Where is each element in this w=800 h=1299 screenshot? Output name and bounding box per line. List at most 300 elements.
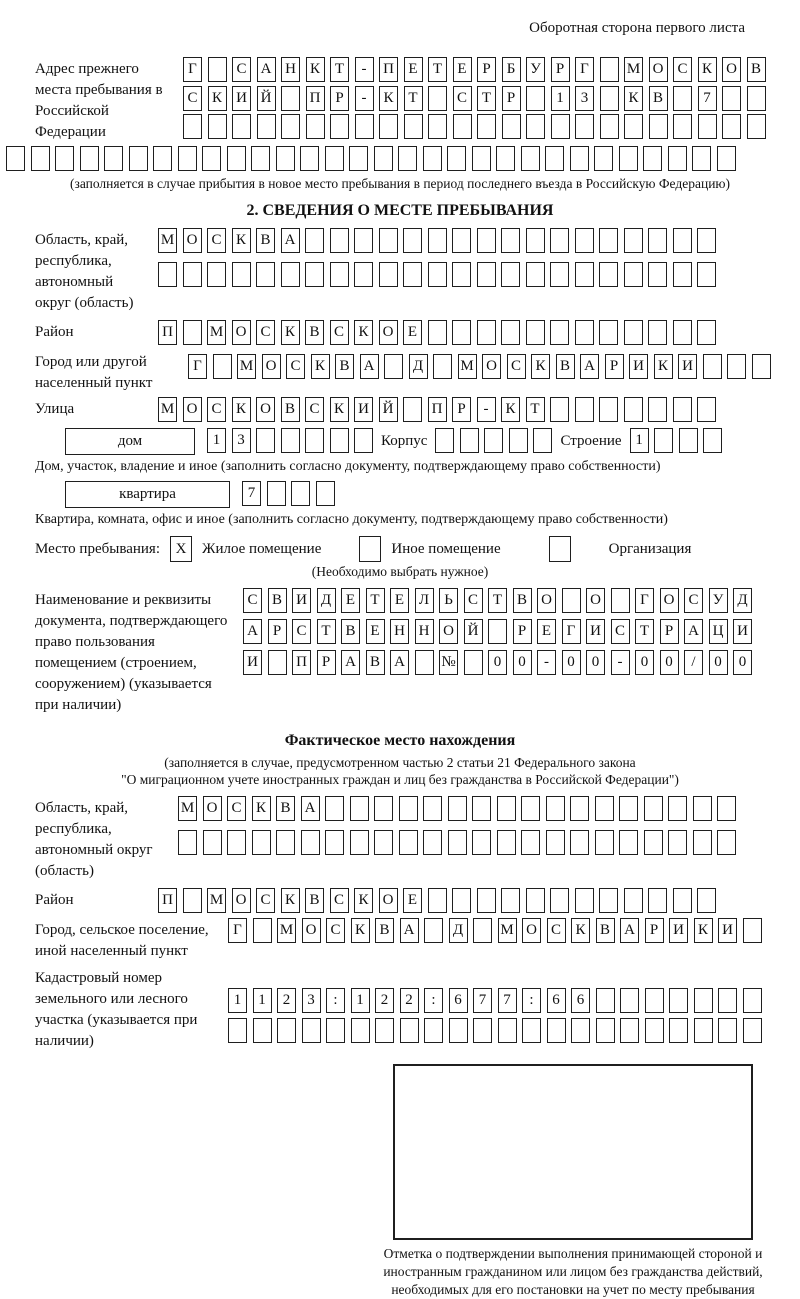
- char-cell[interactable]: Р: [513, 619, 532, 644]
- char-cell[interactable]: [452, 262, 471, 287]
- char-cell[interactable]: П: [379, 57, 398, 82]
- char-cell[interactable]: [668, 796, 687, 821]
- char-cell[interactable]: [611, 588, 630, 613]
- char-cell[interactable]: С: [305, 397, 324, 422]
- char-cell[interactable]: [703, 354, 722, 379]
- char-cell[interactable]: Ц: [709, 619, 728, 644]
- char-cell[interactable]: 7: [698, 86, 717, 111]
- char-cell[interactable]: Р: [268, 619, 287, 644]
- char-cell[interactable]: [600, 86, 619, 111]
- char-cell[interactable]: А: [243, 619, 262, 644]
- char-cell[interactable]: [428, 320, 447, 345]
- char-cell[interactable]: :: [424, 988, 443, 1013]
- char-cell[interactable]: [473, 918, 492, 943]
- char-cell[interactable]: М: [277, 918, 296, 943]
- char-cell[interactable]: [693, 830, 712, 855]
- char-cell[interactable]: [570, 146, 589, 171]
- char-cell[interactable]: 7: [242, 481, 261, 506]
- char-cell[interactable]: [501, 228, 520, 253]
- char-cell[interactable]: Е: [341, 588, 360, 613]
- char-cell[interactable]: [374, 830, 393, 855]
- char-cell[interactable]: [183, 114, 202, 139]
- char-cell[interactable]: [526, 262, 545, 287]
- char-cell[interactable]: Т: [477, 86, 496, 111]
- char-cell[interactable]: К: [281, 888, 300, 913]
- char-cell[interactable]: [669, 1018, 688, 1043]
- char-cell[interactable]: [526, 888, 545, 913]
- char-cell[interactable]: С: [256, 888, 275, 913]
- char-cell[interactable]: С: [207, 228, 226, 253]
- char-cell[interactable]: [654, 428, 673, 453]
- char-cell[interactable]: М: [624, 57, 643, 82]
- char-cell[interactable]: К: [571, 918, 590, 943]
- char-cell[interactable]: [595, 796, 614, 821]
- char-cell[interactable]: [253, 1018, 272, 1043]
- char-cell[interactable]: 0: [733, 650, 752, 675]
- char-cell[interactable]: [104, 146, 123, 171]
- char-cell[interactable]: [619, 830, 638, 855]
- char-cell[interactable]: Е: [537, 619, 556, 644]
- char-cell[interactable]: [488, 619, 507, 644]
- char-cell[interactable]: [277, 1018, 296, 1043]
- char-cell[interactable]: 1: [351, 988, 370, 1013]
- char-cell[interactable]: [228, 1018, 247, 1043]
- char-cell[interactable]: И: [669, 918, 688, 943]
- char-cell[interactable]: П: [158, 320, 177, 345]
- char-cell[interactable]: [256, 262, 275, 287]
- char-cell[interactable]: Е: [403, 320, 422, 345]
- char-cell[interactable]: Р: [452, 397, 471, 422]
- char-cell[interactable]: О: [660, 588, 679, 613]
- char-cell[interactable]: [129, 146, 148, 171]
- char-cell[interactable]: [717, 830, 736, 855]
- char-cell[interactable]: [619, 796, 638, 821]
- char-cell[interactable]: [31, 146, 50, 171]
- char-cell[interactable]: [400, 1018, 419, 1043]
- char-cell[interactable]: С: [507, 354, 526, 379]
- char-cell[interactable]: [281, 428, 300, 453]
- char-cell[interactable]: Й: [257, 86, 276, 111]
- char-cell[interactable]: [550, 320, 569, 345]
- char-cell[interactable]: Р: [660, 619, 679, 644]
- char-cell[interactable]: С: [611, 619, 630, 644]
- char-cell[interactable]: С: [243, 588, 262, 613]
- char-cell[interactable]: [453, 114, 472, 139]
- char-cell[interactable]: [208, 57, 227, 82]
- char-cell[interactable]: [477, 228, 496, 253]
- char-cell[interactable]: [276, 830, 295, 855]
- char-cell[interactable]: Г: [188, 354, 207, 379]
- char-cell[interactable]: 3: [575, 86, 594, 111]
- char-cell[interactable]: С: [207, 397, 226, 422]
- char-cell[interactable]: П: [158, 888, 177, 913]
- char-cell[interactable]: [599, 320, 618, 345]
- char-cell[interactable]: М: [178, 796, 197, 821]
- char-cell[interactable]: [183, 320, 202, 345]
- char-cell[interactable]: О: [232, 320, 251, 345]
- char-cell[interactable]: [550, 397, 569, 422]
- char-cell[interactable]: К: [654, 354, 673, 379]
- char-cell[interactable]: Р: [502, 86, 521, 111]
- char-cell[interactable]: [428, 888, 447, 913]
- char-cell[interactable]: А: [684, 619, 703, 644]
- char-cell[interactable]: 0: [660, 650, 679, 675]
- char-cell[interactable]: [153, 146, 172, 171]
- char-cell[interactable]: [497, 796, 516, 821]
- char-cell[interactable]: В: [268, 588, 287, 613]
- char-cell[interactable]: 0: [586, 650, 605, 675]
- char-cell[interactable]: [183, 262, 202, 287]
- char-cell[interactable]: 7: [498, 988, 517, 1013]
- char-cell[interactable]: [501, 262, 520, 287]
- char-cell[interactable]: [158, 262, 177, 287]
- char-cell[interactable]: А: [390, 650, 409, 675]
- char-cell[interactable]: [599, 262, 618, 287]
- char-cell[interactable]: [375, 1018, 394, 1043]
- char-cell[interactable]: М: [158, 397, 177, 422]
- char-cell[interactable]: [291, 481, 310, 506]
- char-cell[interactable]: [354, 262, 373, 287]
- char-cell[interactable]: [624, 262, 643, 287]
- char-cell[interactable]: [484, 428, 503, 453]
- char-cell[interactable]: [55, 146, 74, 171]
- char-cell[interactable]: [267, 481, 286, 506]
- char-cell[interactable]: [624, 114, 643, 139]
- char-cell[interactable]: А: [281, 228, 300, 253]
- char-cell[interactable]: К: [208, 86, 227, 111]
- char-cell[interactable]: В: [305, 320, 324, 345]
- char-cell[interactable]: [693, 796, 712, 821]
- char-cell[interactable]: [624, 888, 643, 913]
- char-cell[interactable]: В: [747, 57, 766, 82]
- char-cell[interactable]: М: [158, 228, 177, 253]
- char-cell[interactable]: [649, 114, 668, 139]
- char-cell[interactable]: Т: [428, 57, 447, 82]
- char-cell[interactable]: [562, 588, 581, 613]
- char-cell[interactable]: А: [360, 354, 379, 379]
- char-cell[interactable]: 3: [302, 988, 321, 1013]
- char-cell[interactable]: [252, 830, 271, 855]
- char-cell[interactable]: [449, 1018, 468, 1043]
- char-cell[interactable]: К: [354, 888, 373, 913]
- char-cell[interactable]: У: [526, 57, 545, 82]
- char-cell[interactable]: [428, 228, 447, 253]
- char-cell[interactable]: [668, 146, 687, 171]
- char-cell[interactable]: [594, 146, 613, 171]
- char-cell[interactable]: М: [207, 320, 226, 345]
- char-cell[interactable]: Е: [366, 619, 385, 644]
- char-cell[interactable]: [305, 262, 324, 287]
- char-cell[interactable]: [526, 86, 545, 111]
- char-cell[interactable]: -: [537, 650, 556, 675]
- char-cell[interactable]: [669, 988, 688, 1013]
- char-cell[interactable]: А: [341, 650, 360, 675]
- char-cell[interactable]: 6: [449, 988, 468, 1013]
- char-cell[interactable]: [703, 428, 722, 453]
- char-cell[interactable]: [305, 228, 324, 253]
- char-cell[interactable]: [718, 988, 737, 1013]
- char-cell[interactable]: [718, 1018, 737, 1043]
- char-cell[interactable]: [502, 114, 521, 139]
- char-cell[interactable]: Д: [449, 918, 468, 943]
- char-cell[interactable]: С: [286, 354, 305, 379]
- char-cell[interactable]: Е: [453, 57, 472, 82]
- char-cell[interactable]: [351, 1018, 370, 1043]
- char-cell[interactable]: [354, 428, 373, 453]
- char-cell[interactable]: [575, 397, 594, 422]
- char-cell[interactable]: [673, 320, 692, 345]
- char-cell[interactable]: [501, 320, 520, 345]
- char-cell[interactable]: [374, 796, 393, 821]
- char-cell[interactable]: [428, 262, 447, 287]
- char-cell[interactable]: А: [301, 796, 320, 821]
- char-cell[interactable]: [648, 397, 667, 422]
- char-cell[interactable]: [330, 228, 349, 253]
- char-cell[interactable]: [668, 830, 687, 855]
- char-cell[interactable]: 1: [253, 988, 272, 1013]
- char-cell[interactable]: [300, 146, 319, 171]
- char-cell[interactable]: [550, 888, 569, 913]
- char-cell[interactable]: [619, 146, 638, 171]
- char-cell[interactable]: [424, 918, 443, 943]
- char-cell[interactable]: [679, 428, 698, 453]
- char-cell[interactable]: [600, 57, 619, 82]
- char-cell[interactable]: В: [649, 86, 668, 111]
- char-cell[interactable]: [80, 146, 99, 171]
- char-cell[interactable]: [202, 146, 221, 171]
- char-cell[interactable]: [526, 114, 545, 139]
- char-cell[interactable]: С: [453, 86, 472, 111]
- char-cell[interactable]: -: [355, 57, 374, 82]
- char-cell[interactable]: К: [252, 796, 271, 821]
- char-cell[interactable]: [717, 146, 736, 171]
- char-cell[interactable]: [648, 262, 667, 287]
- char-cell[interactable]: 6: [571, 988, 590, 1013]
- char-cell[interactable]: [477, 114, 496, 139]
- char-cell[interactable]: [256, 428, 275, 453]
- char-cell[interactable]: [645, 988, 664, 1013]
- char-cell[interactable]: 1: [630, 428, 649, 453]
- char-cell[interactable]: К: [351, 918, 370, 943]
- char-cell[interactable]: [521, 830, 540, 855]
- char-cell[interactable]: Е: [404, 57, 423, 82]
- char-cell[interactable]: [697, 320, 716, 345]
- char-cell[interactable]: 1: [551, 86, 570, 111]
- char-cell[interactable]: С: [232, 57, 251, 82]
- char-cell[interactable]: [281, 114, 300, 139]
- char-cell[interactable]: 1: [207, 428, 226, 453]
- char-cell[interactable]: О: [256, 397, 275, 422]
- char-cell[interactable]: К: [311, 354, 330, 379]
- char-cell[interactable]: Ь: [439, 588, 458, 613]
- char-cell[interactable]: [643, 146, 662, 171]
- char-cell[interactable]: 3: [232, 428, 251, 453]
- char-cell[interactable]: К: [232, 397, 251, 422]
- char-cell[interactable]: К: [232, 228, 251, 253]
- char-cell[interactable]: [648, 228, 667, 253]
- char-cell[interactable]: [596, 1018, 615, 1043]
- char-cell[interactable]: Р: [645, 918, 664, 943]
- char-cell[interactable]: [276, 146, 295, 171]
- char-cell[interactable]: [648, 888, 667, 913]
- char-cell[interactable]: [521, 146, 540, 171]
- char-cell[interactable]: 0: [562, 650, 581, 675]
- char-cell[interactable]: Т: [404, 86, 423, 111]
- char-cell[interactable]: [232, 114, 251, 139]
- char-cell[interactable]: Т: [635, 619, 654, 644]
- char-cell[interactable]: Н: [415, 619, 434, 644]
- char-cell[interactable]: [399, 796, 418, 821]
- char-cell[interactable]: [268, 650, 287, 675]
- char-cell[interactable]: [403, 397, 422, 422]
- char-cell[interactable]: [743, 988, 762, 1013]
- char-cell[interactable]: Г: [575, 57, 594, 82]
- char-cell[interactable]: [727, 354, 746, 379]
- char-cell[interactable]: К: [698, 57, 717, 82]
- char-cell[interactable]: О: [183, 397, 202, 422]
- char-cell[interactable]: 0: [709, 650, 728, 675]
- char-cell[interactable]: В: [341, 619, 360, 644]
- char-cell[interactable]: [452, 228, 471, 253]
- char-cell[interactable]: [694, 1018, 713, 1043]
- char-cell[interactable]: Б: [502, 57, 521, 82]
- char-cell[interactable]: [722, 86, 741, 111]
- char-cell[interactable]: Т: [317, 619, 336, 644]
- char-cell[interactable]: А: [400, 918, 419, 943]
- char-cell[interactable]: К: [501, 397, 520, 422]
- char-cell[interactable]: К: [694, 918, 713, 943]
- char-cell[interactable]: [448, 830, 467, 855]
- char-cell[interactable]: [673, 114, 692, 139]
- char-cell[interactable]: [183, 888, 202, 913]
- char-cell[interactable]: Т: [526, 397, 545, 422]
- char-cell[interactable]: 2: [375, 988, 394, 1013]
- char-cell[interactable]: К: [306, 57, 325, 82]
- char-cell[interactable]: [349, 146, 368, 171]
- char-cell[interactable]: [694, 988, 713, 1013]
- char-cell[interactable]: [698, 114, 717, 139]
- char-cell[interactable]: [599, 397, 618, 422]
- char-cell[interactable]: [428, 114, 447, 139]
- char-cell[interactable]: В: [276, 796, 295, 821]
- char-cell[interactable]: [575, 320, 594, 345]
- char-cell[interactable]: О: [183, 228, 202, 253]
- char-cell[interactable]: 0: [488, 650, 507, 675]
- char-cell[interactable]: [526, 320, 545, 345]
- char-cell[interactable]: В: [513, 588, 532, 613]
- char-cell[interactable]: Т: [366, 588, 385, 613]
- char-cell[interactable]: [403, 228, 422, 253]
- char-cell[interactable]: [477, 320, 496, 345]
- char-cell[interactable]: [207, 262, 226, 287]
- char-cell[interactable]: [509, 428, 528, 453]
- char-cell[interactable]: Т: [330, 57, 349, 82]
- char-cell[interactable]: [596, 988, 615, 1013]
- char-cell[interactable]: [550, 262, 569, 287]
- char-cell[interactable]: №: [439, 650, 458, 675]
- char-cell[interactable]: 2: [400, 988, 419, 1013]
- checkbox-organization[interactable]: [549, 536, 571, 562]
- char-cell[interactable]: [424, 1018, 443, 1043]
- char-cell[interactable]: М: [498, 918, 517, 943]
- char-cell[interactable]: [550, 228, 569, 253]
- char-cell[interactable]: И: [629, 354, 648, 379]
- char-cell[interactable]: С: [464, 588, 483, 613]
- char-cell[interactable]: [452, 888, 471, 913]
- char-cell[interactable]: [743, 918, 762, 943]
- char-cell[interactable]: [673, 86, 692, 111]
- char-cell[interactable]: [673, 262, 692, 287]
- checkbox-residential[interactable]: X: [170, 536, 192, 562]
- char-cell[interactable]: С: [326, 918, 345, 943]
- char-cell[interactable]: [423, 146, 442, 171]
- char-cell[interactable]: [747, 86, 766, 111]
- char-cell[interactable]: [203, 830, 222, 855]
- char-cell[interactable]: :: [522, 988, 541, 1013]
- char-cell[interactable]: [498, 1018, 517, 1043]
- char-cell[interactable]: С: [256, 320, 275, 345]
- char-cell[interactable]: [398, 146, 417, 171]
- char-cell[interactable]: [521, 796, 540, 821]
- char-cell[interactable]: О: [482, 354, 501, 379]
- char-cell[interactable]: [644, 830, 663, 855]
- char-cell[interactable]: К: [531, 354, 550, 379]
- char-cell[interactable]: [350, 830, 369, 855]
- char-cell[interactable]: [575, 262, 594, 287]
- char-cell[interactable]: Г: [562, 619, 581, 644]
- char-cell[interactable]: О: [203, 796, 222, 821]
- char-cell[interactable]: -: [355, 86, 374, 111]
- char-cell[interactable]: [526, 228, 545, 253]
- char-cell[interactable]: [570, 796, 589, 821]
- char-cell[interactable]: [379, 228, 398, 253]
- char-cell[interactable]: [620, 1018, 639, 1043]
- char-cell[interactable]: [257, 114, 276, 139]
- char-cell[interactable]: [644, 796, 663, 821]
- char-cell[interactable]: [697, 888, 716, 913]
- char-cell[interactable]: Р: [551, 57, 570, 82]
- char-cell[interactable]: М: [237, 354, 256, 379]
- char-cell[interactable]: С: [292, 619, 311, 644]
- char-cell[interactable]: [213, 354, 232, 379]
- char-cell[interactable]: 0: [635, 650, 654, 675]
- char-cell[interactable]: [306, 114, 325, 139]
- char-cell[interactable]: [232, 262, 251, 287]
- char-cell[interactable]: К: [354, 320, 373, 345]
- char-cell[interactable]: В: [281, 397, 300, 422]
- char-cell[interactable]: Т: [488, 588, 507, 613]
- char-cell[interactable]: [624, 320, 643, 345]
- char-cell[interactable]: [571, 1018, 590, 1043]
- char-cell[interactable]: Л: [415, 588, 434, 613]
- char-cell[interactable]: [673, 228, 692, 253]
- char-cell[interactable]: В: [596, 918, 615, 943]
- char-cell[interactable]: [697, 228, 716, 253]
- char-cell[interactable]: [281, 262, 300, 287]
- char-cell[interactable]: С: [684, 588, 703, 613]
- char-cell[interactable]: Р: [605, 354, 624, 379]
- char-cell[interactable]: [178, 146, 197, 171]
- char-cell[interactable]: О: [232, 888, 251, 913]
- char-cell[interactable]: [473, 1018, 492, 1043]
- char-cell[interactable]: [747, 114, 766, 139]
- char-cell[interactable]: И: [718, 918, 737, 943]
- char-cell[interactable]: [697, 262, 716, 287]
- char-cell[interactable]: А: [620, 918, 639, 943]
- char-cell[interactable]: 0: [513, 650, 532, 675]
- char-cell[interactable]: [533, 428, 552, 453]
- char-cell[interactable]: [575, 114, 594, 139]
